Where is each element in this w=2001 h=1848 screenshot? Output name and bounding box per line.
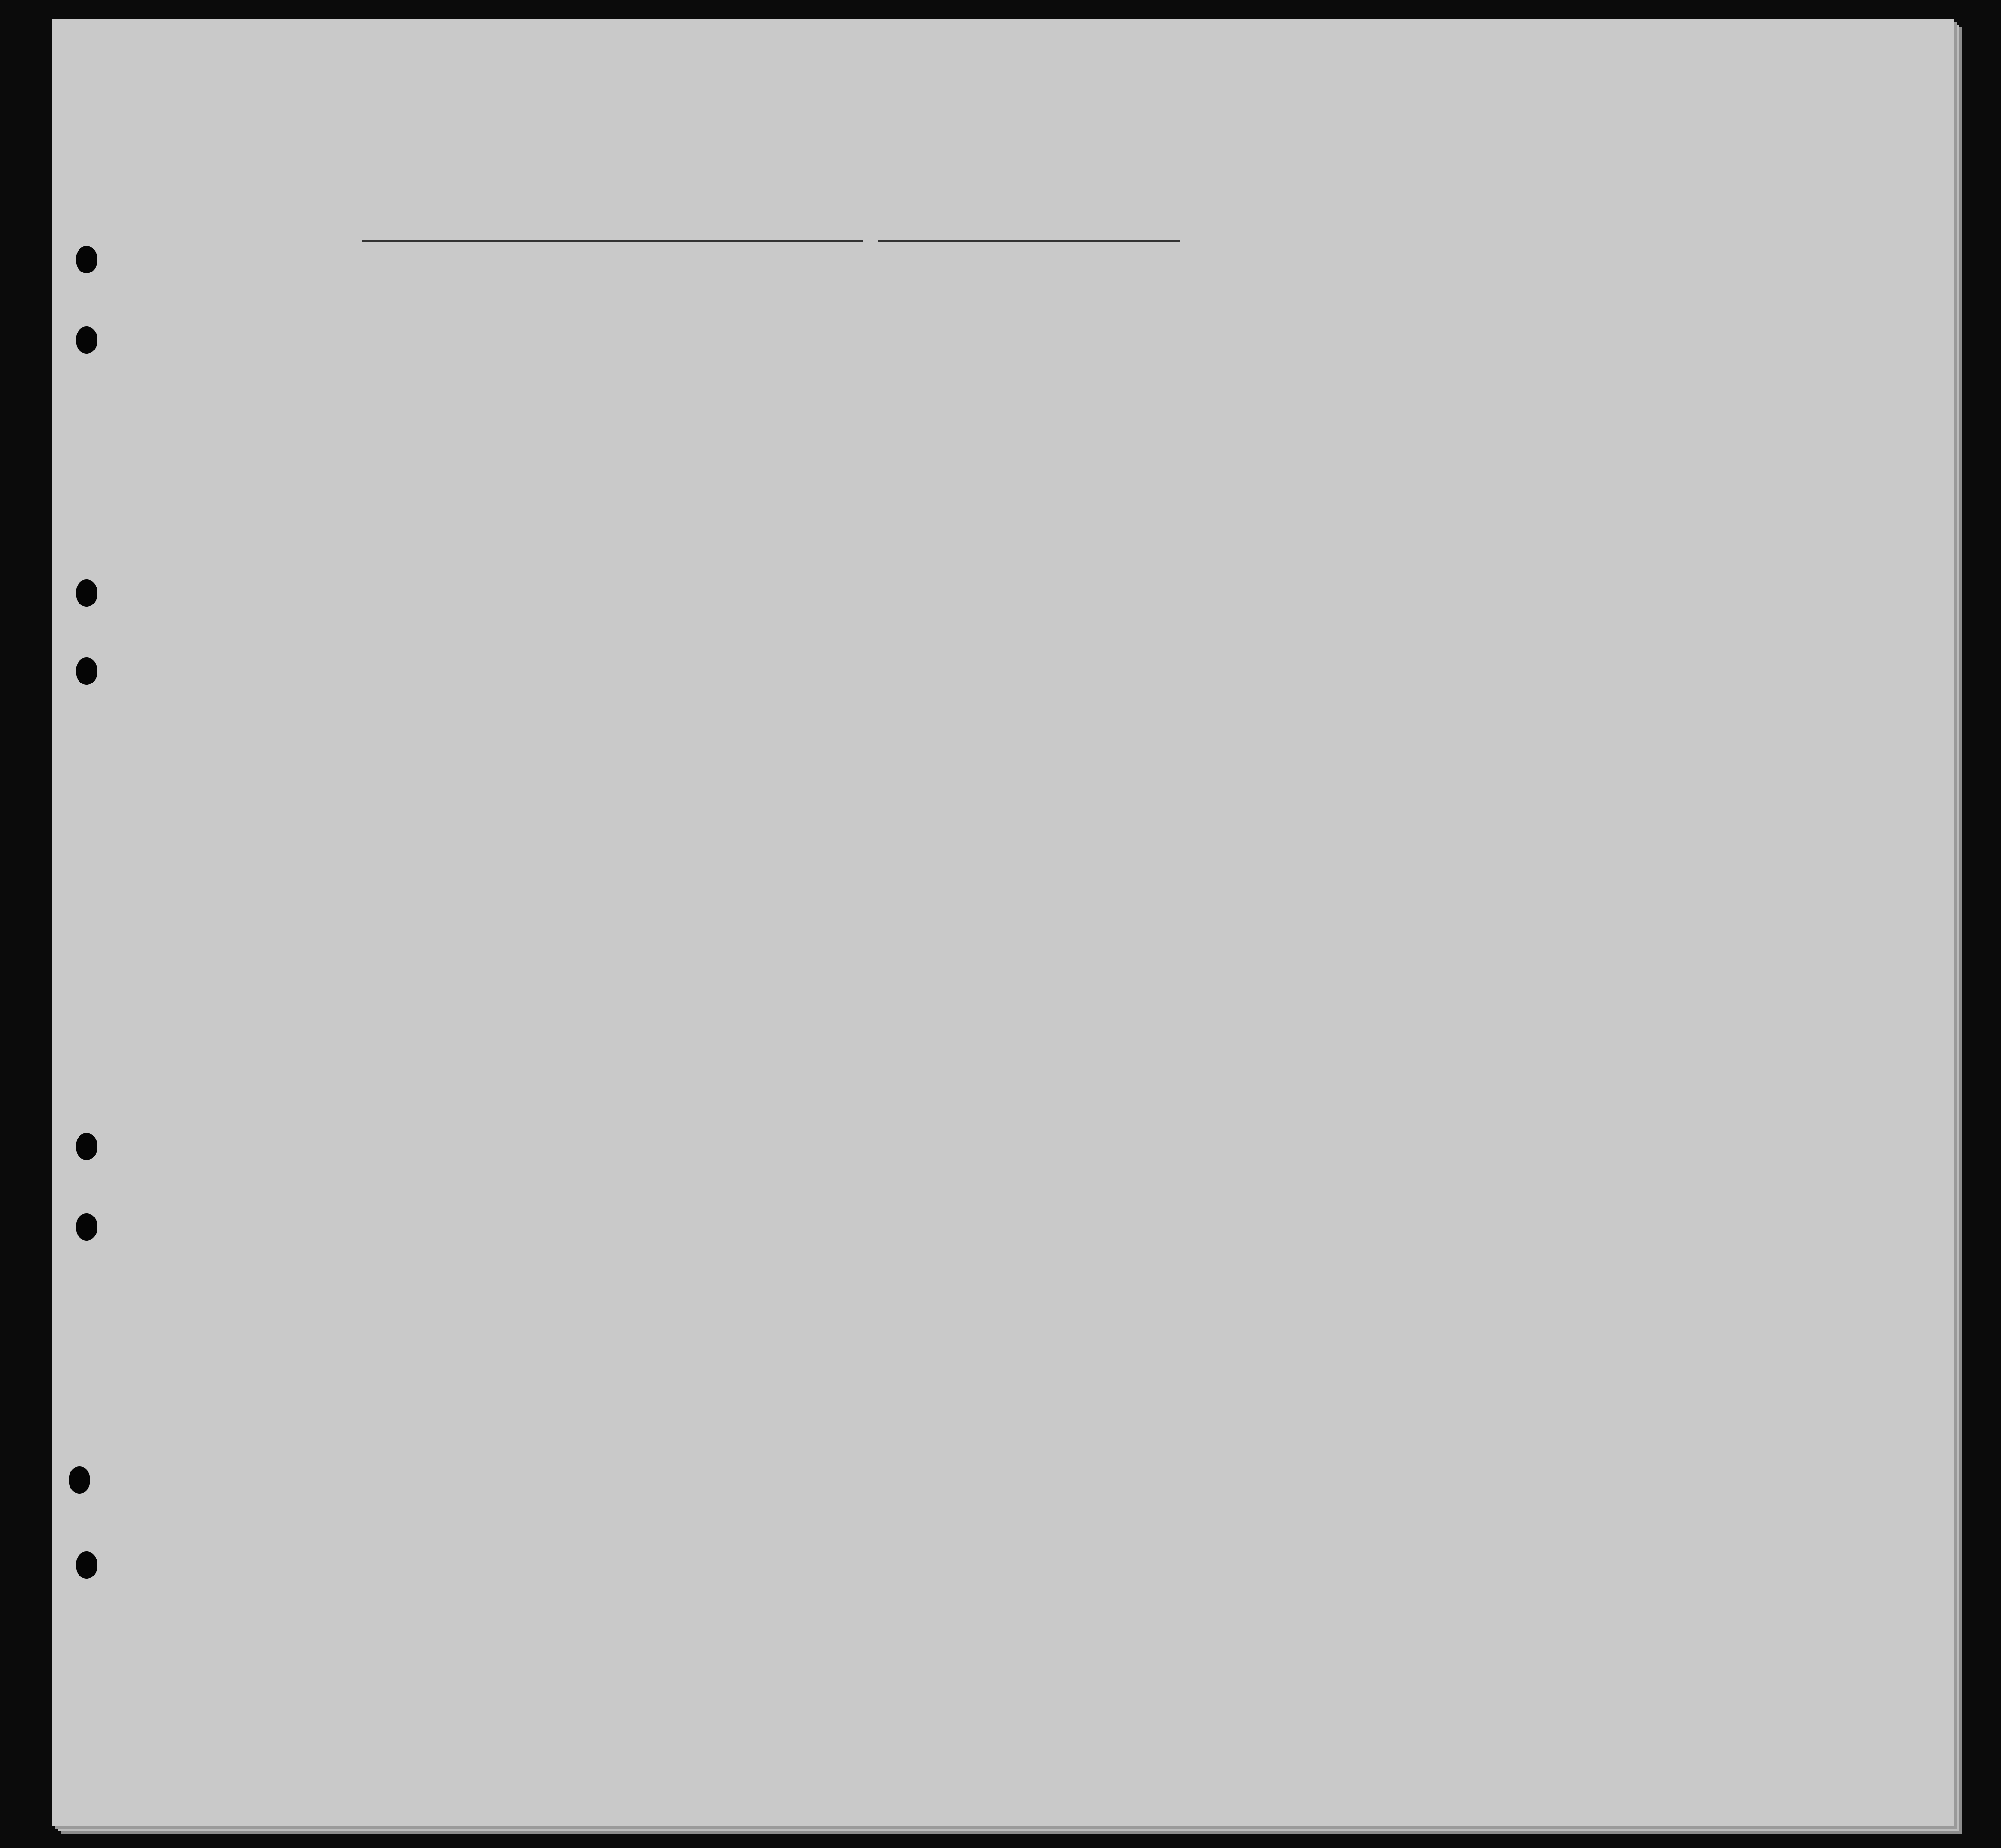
header-c24-c — [1223, 326, 1268, 440]
header-c25 — [1273, 317, 1301, 440]
header-c21 — [713, 303, 735, 430]
header-c24-b — [1178, 326, 1216, 440]
header-c26 — [1303, 317, 1322, 440]
header-c19 — [596, 303, 618, 430]
header-c27 — [1327, 317, 1346, 440]
header-c30 — [1452, 317, 1481, 440]
header-c28 — [1357, 317, 1409, 440]
header-c33-feet — [1613, 402, 1627, 440]
header-c33-inches — [1636, 402, 1650, 440]
header-c29 — [1412, 317, 1445, 440]
header-c24-a — [1126, 326, 1171, 440]
